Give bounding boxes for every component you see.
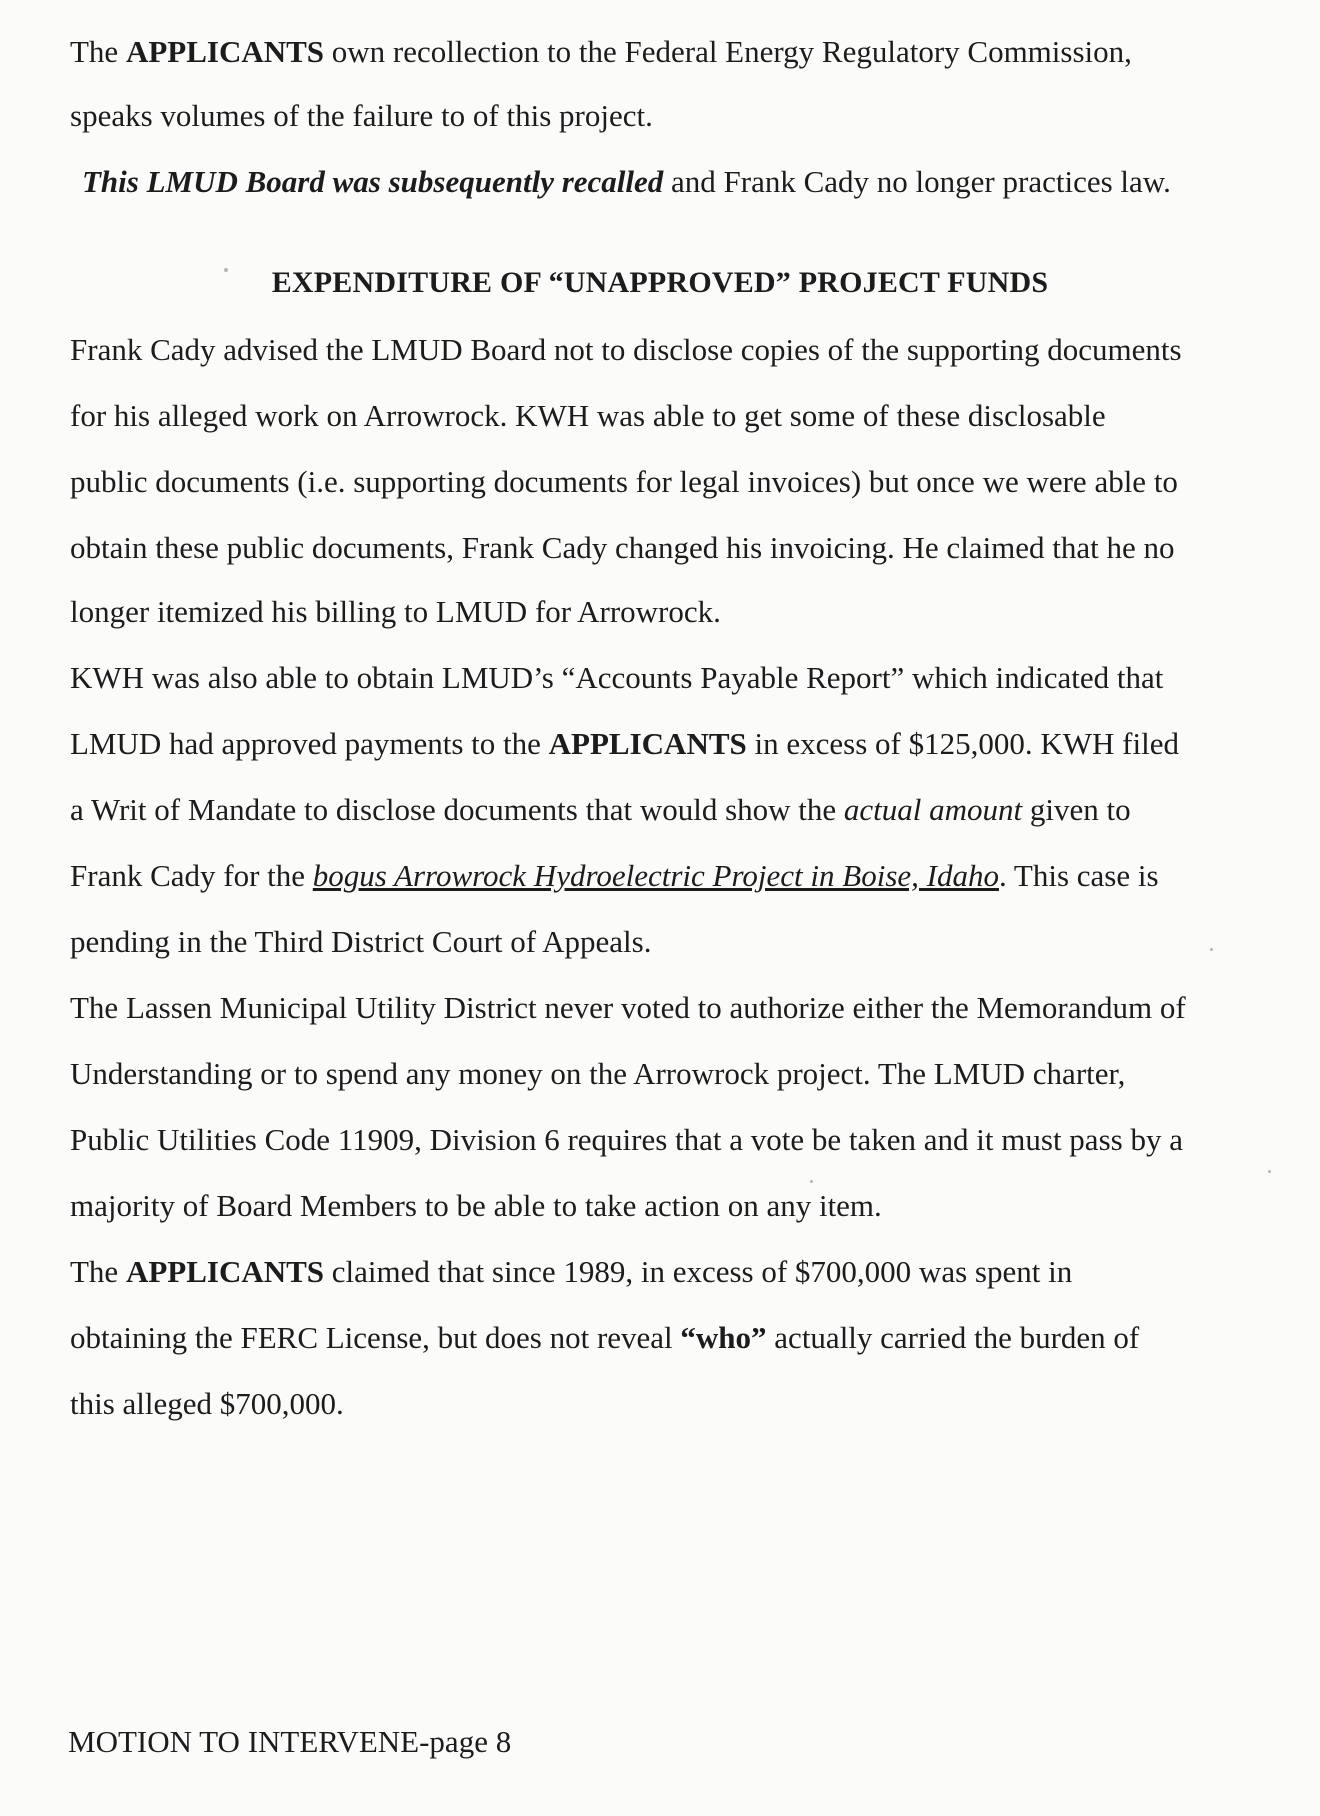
scan-speck xyxy=(1268,1170,1271,1173)
text-run: claimed that since 1989, in excess of $700,000 was spent in xyxy=(324,1254,1073,1289)
text-run: actually carried the burden of xyxy=(766,1320,1140,1355)
text-line xyxy=(70,724,1179,764)
text-run: The xyxy=(70,1254,126,1289)
text-run: . This case is xyxy=(998,858,1159,893)
emphasis-run: “who” xyxy=(680,1320,767,1355)
text-run: a Writ of Mandate to disclose documents that would show the xyxy=(70,792,844,827)
text-line: Public Utilities Code 11909, Division 6 requires that a vote be taken and it must pass by a xyxy=(70,1122,1183,1157)
text-run: in excess of $125,000. KWH filed xyxy=(746,726,1179,761)
text-run: Frank Cady for the xyxy=(70,858,313,893)
text-line: The Lassen Municipal Utility District never voted to authorize either the Memorandum of xyxy=(70,990,1186,1025)
text-line xyxy=(70,1252,1072,1292)
text-line xyxy=(82,162,1171,202)
scan-speck xyxy=(1210,948,1213,951)
text-run: LMUD had approved payments to the xyxy=(70,726,549,761)
text-line: longer itemized his billing to LMUD for Arrowrock. xyxy=(70,594,721,629)
text-run: given to xyxy=(1022,792,1131,827)
text-line: this alleged $700,000. xyxy=(70,1386,344,1421)
text-line: speaks volumes of the failure to of this project. xyxy=(70,98,653,133)
text-line: pending in the Third District Court of Appeals. xyxy=(70,924,652,959)
text-line xyxy=(70,790,1131,830)
applicants-term: APPLICANTS xyxy=(125,1254,325,1289)
text-line: Frank Cady advised the LMUD Board not to disclose copies of the supporting documents xyxy=(70,332,1182,367)
text-line xyxy=(70,1318,1139,1358)
text-line: KWH was also able to obtain LMUD’s “Accounts Payable Report” which indicated that xyxy=(70,660,1164,695)
text-run: and Frank Cady no longer practices law. xyxy=(663,164,1171,199)
text-run: obtaining the FERC License, but does not reveal xyxy=(70,1320,681,1355)
text-line: public documents (i.e. supporting documents for legal invoices) but once we were able to xyxy=(70,464,1178,499)
scan-speck xyxy=(810,1180,813,1183)
text-line: for his alleged work on Arrowrock. KWH was able to get some of these disclosable xyxy=(70,398,1106,433)
text-line: obtain these public documents, Frank Cady changed his invoicing. He claimed that he no xyxy=(70,530,1175,565)
applicants-term: APPLICANTS xyxy=(548,726,747,761)
text-line xyxy=(70,856,1159,896)
page-footer: MOTION TO INTERVENE-page 8 xyxy=(68,1724,512,1759)
text-run: own recollection to the Federal Energy Regulatory Commission, xyxy=(324,34,1132,69)
emphasis-run: This LMUD Board was subsequently recalled xyxy=(82,164,664,199)
text-line: Understanding or to spend any money on the Arrowrock project. The LMUD charter, xyxy=(70,1056,1126,1091)
scan-speck xyxy=(224,268,228,272)
section-heading: EXPENDITURE OF “UNAPPROVED” PROJECT FUNDS xyxy=(271,266,1049,299)
text-line xyxy=(70,32,1132,72)
underlined-emphasis: bogus Arrowrock Hydroelectric Project in Boise, Idaho xyxy=(312,858,999,893)
text-line: majority of Board Members to be able to take action on any item. xyxy=(70,1188,882,1223)
text-run: The xyxy=(70,34,126,69)
emphasis-run: actual amount xyxy=(843,792,1023,827)
applicants-term: APPLICANTS xyxy=(125,34,325,69)
